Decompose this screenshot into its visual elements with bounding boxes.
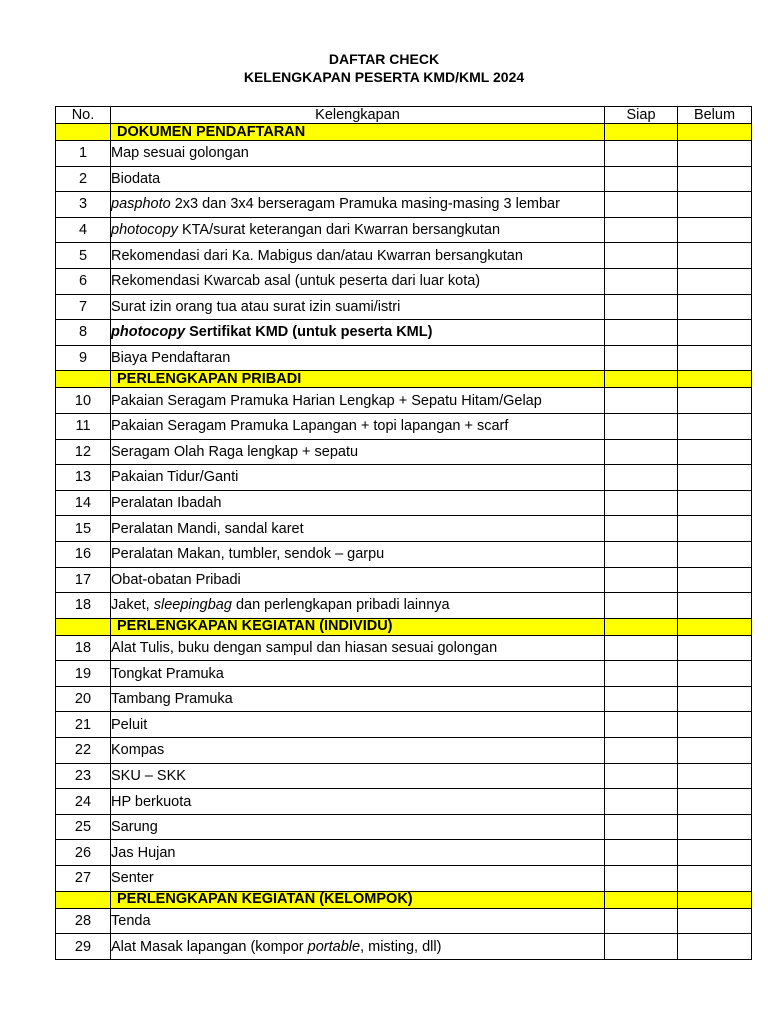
row-number: 15 — [56, 516, 111, 542]
table-row — [56, 217, 752, 243]
row-number: 3 — [56, 192, 111, 218]
item-text: Rekomendasi Kwarcab asal (untuk peserta dari luar kota) — [111, 273, 481, 290]
table-row — [56, 789, 752, 815]
not-ready-checkbox-cell[interactable] — [678, 686, 752, 712]
section-heading: PERLENGKAPAN KEGIATAN (INDIVIDU) — [111, 618, 605, 635]
section-number-cell — [56, 618, 111, 635]
item-text: Kompas — [111, 742, 165, 759]
table-row — [56, 840, 752, 866]
item-description — [111, 465, 605, 491]
section-heading: DOKUMEN PENDAFTARAN — [111, 124, 605, 141]
item-description — [111, 439, 605, 465]
item-description — [111, 192, 605, 218]
not-ready-checkbox-cell[interactable] — [678, 388, 752, 414]
section-ready-cell — [605, 124, 678, 141]
not-ready-checkbox-cell[interactable] — [678, 712, 752, 738]
document-subtitle: KELENGKAPAN PESERTA KMD/KML 2024 — [243, 69, 525, 85]
not-ready-checkbox-cell[interactable] — [678, 814, 752, 840]
table-row — [56, 593, 752, 619]
item-text: Rekomendasi dari Ka. Mabigus dan/atau Kwarran bersangkutan — [111, 247, 523, 264]
item-text: Biodata — [111, 170, 161, 187]
table-row — [56, 763, 752, 789]
item-text: sleepingbag — [153, 597, 232, 614]
ready-checkbox-cell[interactable] — [605, 490, 678, 516]
table-row — [56, 541, 752, 567]
item-text: Biaya Pendaftaran — [111, 350, 231, 367]
not-ready-checkbox-cell[interactable] — [678, 567, 752, 593]
not-ready-checkbox-cell[interactable] — [678, 635, 752, 661]
item-description — [111, 934, 605, 960]
item-text: Jaket, — [111, 597, 154, 614]
item-description — [111, 593, 605, 619]
column-header-item: Kelengkapan — [111, 107, 605, 124]
not-ready-checkbox-cell[interactable] — [678, 661, 752, 687]
ready-checkbox-cell[interactable] — [605, 763, 678, 789]
item-description — [111, 635, 605, 661]
item-description — [111, 413, 605, 439]
ready-checkbox-cell[interactable] — [605, 141, 678, 167]
item-text: portable — [307, 938, 361, 955]
row-number: 19 — [56, 661, 111, 687]
item-description — [111, 217, 605, 243]
item-text: Jas Hujan — [111, 844, 176, 861]
not-ready-checkbox-cell[interactable] — [678, 465, 752, 491]
not-ready-checkbox-cell[interactable] — [678, 413, 752, 439]
table-row — [56, 712, 752, 738]
item-text: Pakaian Seragam Pramuka Harian Lengkap + Sepatu Hitam/Gelap — [111, 392, 542, 409]
table-row — [56, 686, 752, 712]
ready-checkbox-cell[interactable] — [605, 712, 678, 738]
row-number: 9 — [56, 345, 111, 371]
item-description — [111, 294, 605, 320]
item-description — [111, 567, 605, 593]
row-number: 4 — [56, 217, 111, 243]
not-ready-checkbox-cell[interactable] — [678, 166, 752, 192]
not-ready-checkbox-cell[interactable] — [678, 243, 752, 269]
ready-checkbox-cell[interactable] — [605, 541, 678, 567]
item-description — [111, 661, 605, 687]
row-number: 28 — [56, 908, 111, 934]
section-ready-cell — [605, 371, 678, 388]
row-number: 18 — [56, 593, 111, 619]
row-number: 18 — [56, 635, 111, 661]
item-text: Peralatan Ibadah — [111, 495, 222, 512]
section-heading: PERLENGKAPAN PRIBADI — [111, 371, 605, 388]
item-text: photocopy — [111, 324, 186, 341]
section-ready-cell — [605, 891, 678, 908]
section-number-cell — [56, 371, 111, 388]
table-row — [56, 465, 752, 491]
ready-checkbox-cell[interactable] — [605, 686, 678, 712]
section-not-ready-cell — [678, 124, 752, 141]
item-text: Map sesuai golongan — [111, 145, 249, 162]
section-row — [56, 618, 752, 635]
row-number: 23 — [56, 763, 111, 789]
item-description — [111, 166, 605, 192]
ready-checkbox-cell[interactable] — [605, 814, 678, 840]
ready-checkbox-cell[interactable] — [605, 465, 678, 491]
item-text: Peluit — [111, 716, 148, 733]
section-not-ready-cell — [678, 371, 752, 388]
item-description — [111, 712, 605, 738]
not-ready-checkbox-cell[interactable] — [678, 541, 752, 567]
checklist-body — [56, 124, 752, 960]
item-text: Peralatan Mandi, sandal karet — [111, 520, 304, 537]
row-number: 24 — [56, 789, 111, 815]
row-number: 6 — [56, 268, 111, 294]
not-ready-checkbox-cell[interactable] — [678, 320, 752, 346]
row-number: 29 — [56, 934, 111, 960]
ready-checkbox-cell[interactable] — [605, 661, 678, 687]
column-header-not-ready: Belum — [678, 107, 752, 124]
table-header-row — [56, 107, 752, 124]
table-row — [56, 866, 752, 892]
item-text: KTA/surat keterangan dari Kwarran bersangkutan — [177, 222, 501, 239]
row-number: 7 — [56, 294, 111, 320]
item-description — [111, 388, 605, 414]
row-number: 26 — [56, 840, 111, 866]
not-ready-checkbox-cell[interactable] — [678, 840, 752, 866]
table-row — [56, 268, 752, 294]
table-row — [56, 166, 752, 192]
column-header-ready: Siap — [605, 107, 678, 124]
not-ready-checkbox-cell[interactable] — [678, 908, 752, 934]
row-number: 21 — [56, 712, 111, 738]
item-text: Senter — [111, 870, 154, 887]
table-row — [56, 345, 752, 371]
not-ready-checkbox-cell[interactable] — [678, 738, 752, 764]
item-text: Tambang Pramuka — [111, 691, 233, 708]
item-text: 2x3 dan 3x4 berseragam Pramuka masing-masing 3 lembar — [170, 196, 560, 213]
ready-checkbox-cell[interactable] — [605, 635, 678, 661]
table-row — [56, 934, 752, 960]
item-text: Pakaian Seragam Pramuka Lapangan + topi lapangan + scarf — [111, 418, 509, 435]
not-ready-checkbox-cell[interactable] — [678, 593, 752, 619]
item-description — [111, 345, 605, 371]
item-text: Obat-obatan Pribadi — [111, 571, 241, 588]
ready-checkbox-cell[interactable] — [605, 413, 678, 439]
table-row — [56, 661, 752, 687]
ready-checkbox-cell[interactable] — [605, 243, 678, 269]
table-row — [56, 439, 752, 465]
item-description — [111, 738, 605, 764]
item-text: pasphoto — [111, 196, 171, 213]
section-number-cell — [56, 891, 111, 908]
table-row — [56, 635, 752, 661]
ready-checkbox-cell[interactable] — [605, 345, 678, 371]
ready-checkbox-cell[interactable] — [605, 866, 678, 892]
table-row — [56, 388, 752, 414]
row-number: 22 — [56, 738, 111, 764]
item-description — [111, 686, 605, 712]
table-row — [56, 192, 752, 218]
item-text: Alat Tulis, buku dengan sampul dan hiasan sesuai golongan — [111, 639, 498, 656]
not-ready-checkbox-cell[interactable] — [678, 934, 752, 960]
item-description — [111, 320, 605, 346]
document-title: DAFTAR CHECK — [328, 51, 440, 67]
row-number: 11 — [56, 413, 111, 439]
ready-checkbox-cell[interactable] — [605, 388, 678, 414]
ready-checkbox-cell[interactable] — [605, 320, 678, 346]
row-number: 17 — [56, 567, 111, 593]
item-description — [111, 866, 605, 892]
table-row — [56, 814, 752, 840]
item-description — [111, 141, 605, 167]
item-text: photocopy — [111, 222, 178, 239]
item-text: Alat Masak lapangan (kompor — [111, 938, 308, 955]
ready-checkbox-cell[interactable] — [605, 593, 678, 619]
ready-checkbox-cell[interactable] — [605, 516, 678, 542]
item-description — [111, 789, 605, 815]
ready-checkbox-cell[interactable] — [605, 268, 678, 294]
ready-checkbox-cell[interactable] — [605, 217, 678, 243]
row-number: 14 — [56, 490, 111, 516]
item-text: Sertifikat KMD (untuk peserta KML) — [185, 324, 433, 341]
item-description — [111, 516, 605, 542]
checklist-table — [55, 106, 752, 960]
item-description — [111, 243, 605, 269]
item-text: Peralatan Makan, tumbler, sendok – garpu — [111, 546, 385, 563]
ready-checkbox-cell[interactable] — [605, 789, 678, 815]
section-not-ready-cell — [678, 891, 752, 908]
not-ready-checkbox-cell[interactable] — [678, 294, 752, 320]
item-text: Sarung — [111, 819, 158, 836]
section-row — [56, 891, 752, 908]
table-row — [56, 490, 752, 516]
ready-checkbox-cell[interactable] — [605, 738, 678, 764]
item-description — [111, 763, 605, 789]
table-row — [56, 738, 752, 764]
ready-checkbox-cell[interactable] — [605, 840, 678, 866]
table-row — [56, 908, 752, 934]
not-ready-checkbox-cell[interactable] — [678, 516, 752, 542]
item-text: Pakaian Tidur/Ganti — [111, 469, 239, 486]
table-row — [56, 516, 752, 542]
item-description — [111, 541, 605, 567]
row-number: 13 — [56, 465, 111, 491]
item-text: Tenda — [111, 912, 151, 929]
table-row — [56, 413, 752, 439]
table-row — [56, 320, 752, 346]
row-number: 10 — [56, 388, 111, 414]
row-number: 8 — [56, 320, 111, 346]
not-ready-checkbox-cell[interactable] — [678, 345, 752, 371]
section-row — [56, 371, 752, 388]
item-text: Tongkat Pramuka — [111, 665, 224, 682]
ready-checkbox-cell[interactable] — [605, 908, 678, 934]
item-description — [111, 840, 605, 866]
item-description — [111, 268, 605, 294]
item-description — [111, 814, 605, 840]
table-row — [56, 141, 752, 167]
ready-checkbox-cell[interactable] — [605, 294, 678, 320]
not-ready-checkbox-cell[interactable] — [678, 789, 752, 815]
not-ready-checkbox-cell[interactable] — [678, 439, 752, 465]
section-number-cell — [56, 124, 111, 141]
row-number: 5 — [56, 243, 111, 269]
not-ready-checkbox-cell[interactable] — [678, 217, 752, 243]
not-ready-checkbox-cell[interactable] — [678, 866, 752, 892]
row-number: 12 — [56, 439, 111, 465]
section-row — [56, 124, 752, 141]
item-description — [111, 490, 605, 516]
item-description — [111, 908, 605, 934]
item-text: dan perlengkapan pribadi lainnya — [231, 597, 450, 614]
row-number: 16 — [56, 541, 111, 567]
section-not-ready-cell — [678, 618, 752, 635]
ready-checkbox-cell[interactable] — [605, 439, 678, 465]
item-text: Seragam Olah Raga lengkap + sepatu — [111, 443, 359, 460]
not-ready-checkbox-cell[interactable] — [678, 490, 752, 516]
item-text: HP berkuota — [111, 793, 192, 810]
not-ready-checkbox-cell[interactable] — [678, 268, 752, 294]
column-header-no: No. — [56, 107, 111, 124]
row-number: 25 — [56, 814, 111, 840]
ready-checkbox-cell[interactable] — [605, 166, 678, 192]
item-text: , misting, dll) — [360, 938, 442, 955]
row-number: 1 — [56, 141, 111, 167]
section-heading: PERLENGKAPAN KEGIATAN (KELOMPOK) — [111, 891, 605, 908]
table-row — [56, 294, 752, 320]
ready-checkbox-cell[interactable] — [605, 934, 678, 960]
row-number: 27 — [56, 866, 111, 892]
row-number: 2 — [56, 166, 111, 192]
row-number: 20 — [56, 686, 111, 712]
ready-checkbox-cell[interactable] — [605, 192, 678, 218]
item-text: Surat izin orang tua atau surat izin suami/istri — [111, 298, 401, 315]
table-row — [56, 243, 752, 269]
table-row — [56, 567, 752, 593]
not-ready-checkbox-cell[interactable] — [678, 763, 752, 789]
not-ready-checkbox-cell[interactable] — [678, 141, 752, 167]
section-ready-cell — [605, 618, 678, 635]
ready-checkbox-cell[interactable] — [605, 567, 678, 593]
item-text: SKU – SKK — [111, 767, 186, 784]
not-ready-checkbox-cell[interactable] — [678, 192, 752, 218]
